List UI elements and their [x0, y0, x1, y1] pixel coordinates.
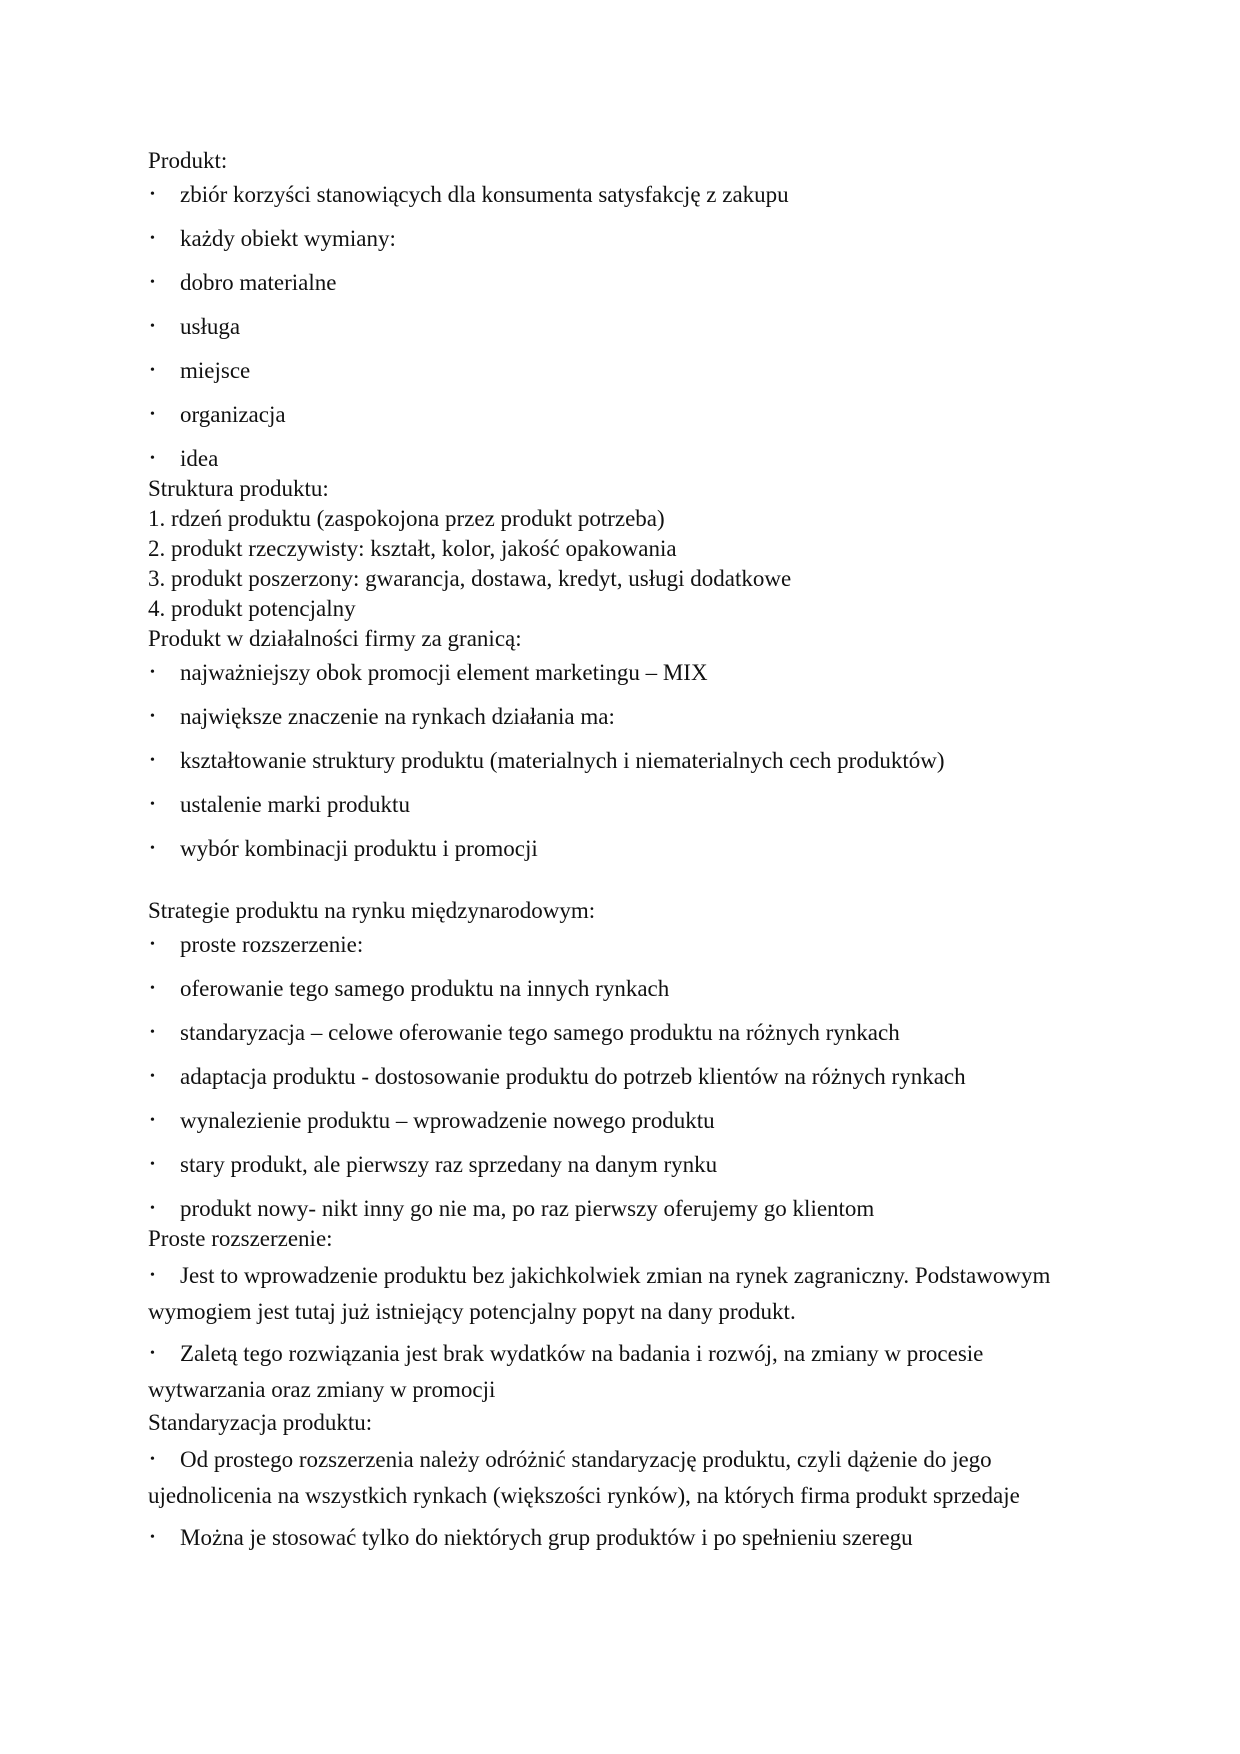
bullet-item: • organizacja — [148, 400, 1068, 430]
document-body — [148, 146, 1068, 1556]
bullet-item: • oferowanie tego samego produktu na innych rynkach — [148, 974, 1068, 1004]
heading-standaryzacja: Standaryzacja produktu: — [148, 1410, 373, 1435]
numbered-item: 2. produkt rzeczywisty: kształt, kolor, jakość opakowania — [148, 536, 677, 561]
bullet-item: • najważniejszy obok promocji element marketingu – MIX — [148, 658, 1068, 688]
bullet-item: • proste rozszerzenie: — [148, 930, 1068, 960]
paragraph-spacer — [148, 864, 1068, 896]
heading-strategie: Strategie produktu na rynku międzynarodowym: — [148, 898, 596, 923]
bullet-item: • produkt nowy- nikt inny go nie ma, po raz pierwszy oferujemy go klientom — [148, 1194, 1068, 1224]
bullet-item: • stary produkt, ale pierwszy raz sprzedany na danym rynku — [148, 1150, 1068, 1180]
numbered-item: 4. produkt potencjalny — [148, 596, 356, 621]
bullet-item: • zbiór korzyści stanowiących dla konsumenta satysfakcję z zakupu — [148, 180, 1068, 210]
bullet-item: • Jest to wprowadzenie produktu bez jakichkolwiek zmian na rynek zagraniczny. Podstawowym wymogiem jest tutaj już istniejący potencjalny popyt na dany produkt. — [148, 1258, 1068, 1330]
heading-granica: Produkt w działalności firmy za granicą: — [148, 626, 522, 651]
heading-proste: Proste rozszerzenie: — [148, 1226, 333, 1251]
bullet-item: • idea — [148, 444, 1068, 474]
heading-produkt: Produkt: — [148, 148, 228, 173]
bullet-item: • adaptacja produktu - dostosowanie produktu do potrzeb klientów na różnych rynkach — [148, 1062, 1068, 1092]
numbered-item: 3. produkt poszerzony: gwarancja, dostawa, kredyt, usługi dodatkowe — [148, 566, 792, 591]
bullet-item: • usługa — [148, 312, 1068, 342]
bullet-item: • Można je stosować tylko do niektórych grup produktów i po spełnieniu szeregu — [148, 1520, 1068, 1556]
bullet-item: • Od prostego rozszerzenia należy odróżnić standaryzację produktu, czyli dążenie do jego ujednolicenia na wszystkich rynkach (większości rynków), na których firma produkt sprzedaje — [148, 1442, 1068, 1514]
bullet-item: • Zaletą tego rozwiązania jest brak wydatków na badania i rozwój, na zmiany w procesie wytwarzania oraz zmiany w promocji — [148, 1336, 1068, 1408]
heading-struktura: Struktura produktu: — [148, 476, 329, 501]
bullet-item: • ustalenie marki produktu — [148, 790, 1068, 820]
bullet-item: • kształtowanie struktury produktu (materialnych i niematerialnych cech produktów) — [148, 746, 1068, 776]
bullet-item: • miejsce — [148, 356, 1068, 386]
bullet-item: • dobro materialne — [148, 268, 1068, 298]
bullet-item: • wynalezienie produktu – wprowadzenie nowego produktu — [148, 1106, 1068, 1136]
bullet-item: • standaryzacja – celowe oferowanie tego samego produktu na różnych rynkach — [148, 1018, 1068, 1048]
bullet-item: • największe znaczenie na rynkach działania ma: — [148, 702, 1068, 732]
bullet-item: • każdy obiekt wymiany: — [148, 224, 1068, 254]
numbered-item: 1. rdzeń produktu (zaspokojona przez produkt potrzeba) — [148, 506, 665, 531]
bullet-item: • wybór kombinacji produktu i promocji — [148, 834, 1068, 864]
